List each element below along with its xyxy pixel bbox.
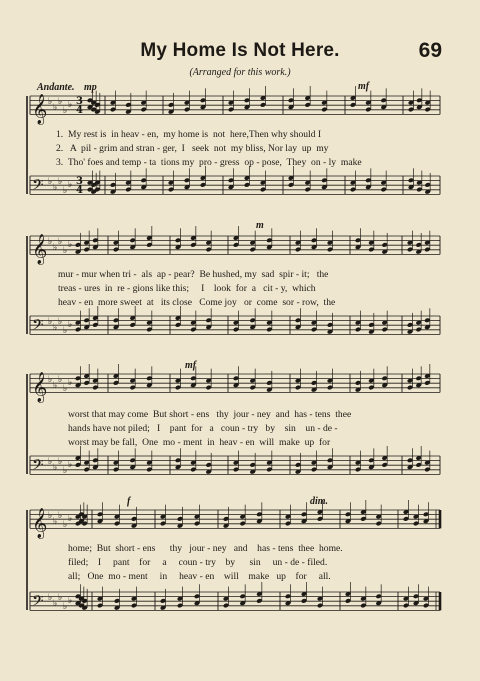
flat-sign: ♭ [58, 457, 63, 467]
flat-sign: ♭ [53, 323, 58, 333]
flat-sign: ♭ [53, 517, 58, 527]
flat-sign: ♭ [68, 100, 73, 110]
dynamic-mf: mf [185, 360, 197, 371]
flat-sign: ♭ [68, 240, 73, 250]
treble-clef: 𝄞 [32, 234, 48, 265]
lyric-line: hands have not piled; I pant for a coun - try by sin un - de - [68, 423, 338, 434]
lyric-line: worst that may come But short - ens thy jour - ney and has - tens thee [68, 409, 352, 420]
flat-sign: ♭ [58, 511, 63, 521]
dynamic-mp: mp [84, 82, 97, 93]
flat-sign: ♭ [53, 243, 58, 253]
treble-clef: 𝄞 [32, 372, 48, 403]
flat-sign: ♭ [48, 593, 53, 603]
flat-sign: ♭ [53, 183, 58, 193]
flat-sign: ♭ [58, 375, 63, 385]
flat-sign: ♭ [63, 466, 68, 476]
flat-sign: ♭ [53, 381, 58, 391]
lyric-line: worst may be fall, One mo - ment in heav - en will make up for [68, 437, 331, 448]
flat-sign: ♭ [58, 97, 63, 107]
bass-clef: 𝄢 [32, 176, 44, 198]
lyric-line: treas - ures in re - gions like this; I look for a cit - y, which [58, 283, 316, 294]
flat-sign: ♭ [58, 593, 63, 603]
treble-clef: 𝄞 [32, 508, 48, 539]
dynamic-f: f [127, 496, 131, 507]
flat-sign: ♭ [48, 457, 53, 467]
dynamic-mf: mf [358, 81, 370, 92]
flat-sign: ♭ [63, 106, 68, 116]
flat-sign: ♭ [68, 460, 73, 470]
lyric-line: mur - mur when tri - als ap - pear? Be hushed, my sad spir - it; the [58, 269, 329, 280]
hymn-title: My Home Is Not Here. [140, 40, 340, 61]
time-signature: 4 [76, 185, 83, 196]
flat-sign: ♭ [68, 320, 73, 330]
flat-sign: ♭ [48, 317, 53, 327]
flat-sign: ♭ [63, 246, 68, 256]
lyric-line: 2. A pil - grim and stran - ger, I seek not my bliss, Nor lay up my [56, 143, 329, 154]
flat-sign: ♭ [63, 602, 68, 612]
flat-sign: ♭ [68, 180, 73, 190]
flat-sign: ♭ [53, 463, 58, 473]
lyric-line: home; But short - ens thy jour - ney and has - tens thee home. [68, 543, 343, 554]
flat-sign: ♭ [53, 599, 58, 609]
flat-sign: ♭ [58, 177, 63, 187]
flat-sign: ♭ [63, 384, 68, 394]
time-signature: 3 [76, 176, 83, 187]
flat-sign: ♭ [58, 237, 63, 247]
flat-sign: ♭ [68, 378, 73, 388]
bass-clef: 𝄢 [32, 456, 44, 478]
time-signature: 4 [76, 105, 83, 116]
flat-sign: ♭ [63, 326, 68, 336]
page-number: 69 [418, 39, 442, 62]
flat-sign: ♭ [48, 237, 53, 247]
flat-sign: ♭ [53, 103, 58, 113]
flat-sign: ♭ [48, 97, 53, 107]
flat-sign: ♭ [48, 511, 53, 521]
lyric-line: all; One mo - ment in heav - en will make up for all. [68, 571, 331, 582]
flat-sign: ♭ [68, 596, 73, 606]
dynamic-dim: dim. [310, 496, 329, 507]
lyric-line: filed; I pant for a coun - try by sin un - de - filed. [68, 557, 328, 568]
lyric-line: 1. My rest is in heav - en, my home is not here,Then why should I [56, 129, 322, 140]
flat-sign: ♭ [58, 317, 63, 327]
lyric-line: 3. Tho' foes and temp - ta tions my pro - gress op - pose, They on - ly make [56, 157, 362, 168]
dynamic-m: m [256, 220, 264, 231]
bass-clef: 𝄢 [32, 316, 44, 338]
flat-sign: ♭ [48, 375, 53, 385]
flat-sign: ♭ [68, 514, 73, 524]
treble-clef: 𝄞 [32, 94, 48, 125]
time-signature: 3 [76, 96, 83, 107]
bass-clef: 𝄢 [32, 592, 44, 614]
arrangement-note: (Arranged for this work.) [189, 67, 291, 78]
flat-sign: ♭ [63, 186, 68, 196]
flat-sign: ♭ [63, 520, 68, 530]
flat-sign: ♭ [48, 177, 53, 187]
lyric-line: heav - en more sweet at its close Come joy or come sor - row, the [58, 297, 336, 308]
tempo-marking: Andante. [37, 82, 75, 93]
